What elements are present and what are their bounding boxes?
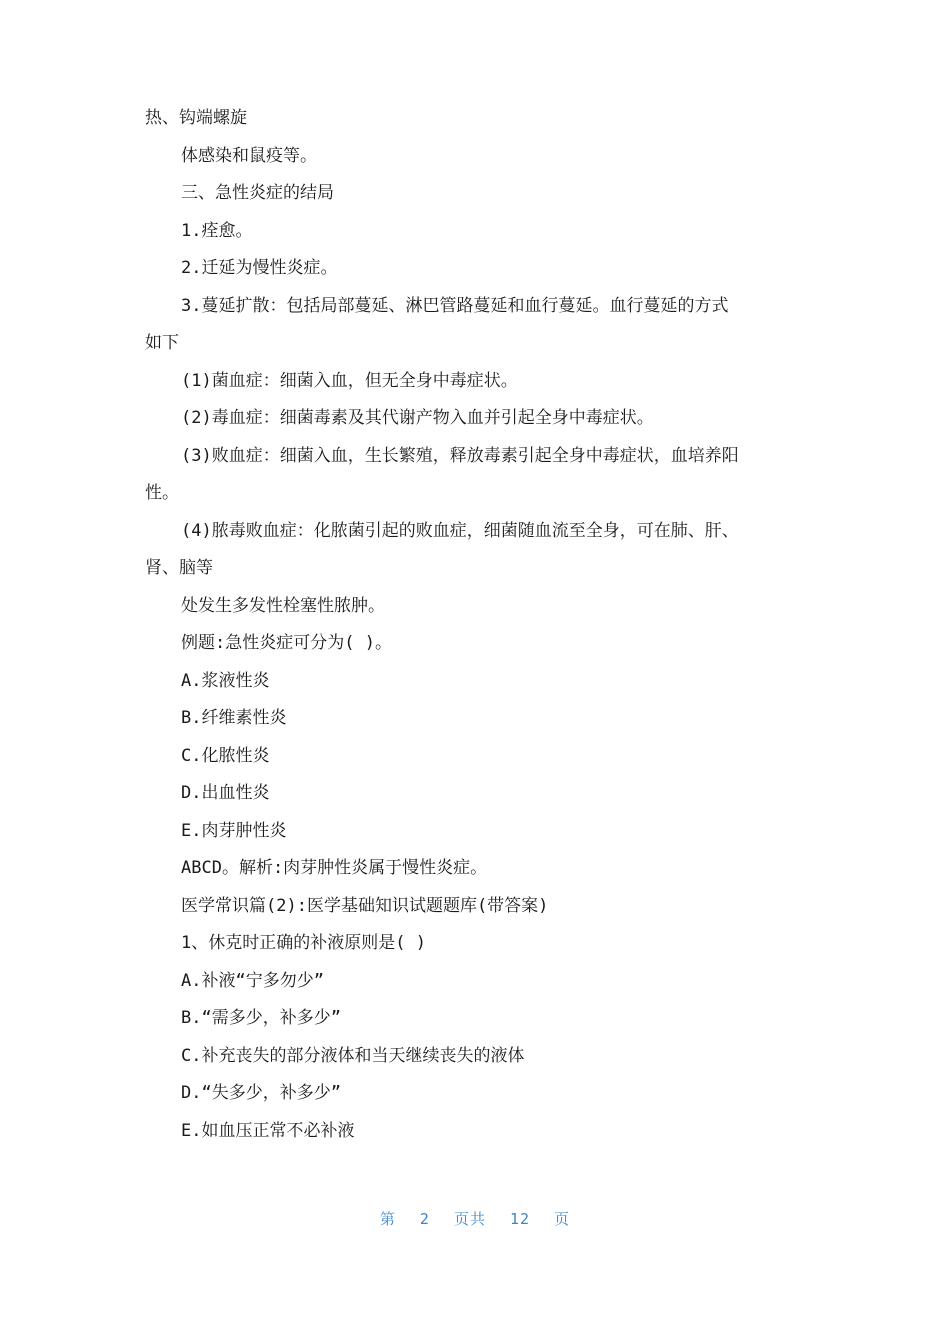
text-line: 三、急性炎症的结局 — [181, 183, 334, 203]
text-line: 处发生多发性栓塞性脓肿。 — [181, 595, 385, 616]
text-line: E.肉芽肿性炎 — [181, 820, 287, 841]
text-line: (1)菌血症：细菌入血，但无全身中毒症状。 — [181, 370, 518, 391]
footer-total-pages: 12 — [510, 1210, 531, 1228]
text-line: A.补液“宁多勿少” — [181, 970, 324, 991]
text-line: D.出血性炎 — [181, 783, 270, 803]
text-line: D.“失多少，补多少” — [181, 1083, 341, 1103]
text-line: 体感染和鼠疫等。 — [181, 145, 317, 166]
footer-middle: 页共 — [453, 1210, 486, 1228]
document-body — [145, 100, 810, 1150]
text-line: B.“需多少，补多少” — [181, 1008, 341, 1028]
footer-prefix: 第 — [379, 1210, 396, 1228]
text-line: A.浆液性炎 — [181, 670, 270, 691]
text-line: ABCD。解析:肉芽肿性炎属于慢性炎症。 — [181, 858, 488, 878]
text-line: 医学常识篇(2):医学基础知识试题题库(带答案) — [181, 895, 549, 916]
text-line: 1、休克时正确的补液原则是( ) — [181, 933, 426, 953]
text-line: (4)脓毒败血症：化脓菌引起的败血症，细菌随血流至全身，可在肺、肝、 — [181, 520, 739, 541]
text-line: 性。 — [145, 483, 179, 503]
text-line: C.补充丧失的部分液体和当天继续丧失的液体 — [181, 1045, 525, 1066]
text-line: 1.痊愈。 — [181, 220, 253, 241]
text-line: 热、钩端螺旋 — [145, 108, 247, 128]
footer-page-number: 2 — [419, 1210, 430, 1228]
text-line: E.如血压正常不必补液 — [181, 1120, 355, 1141]
text-line: 3.蔓延扩散：包括局部蔓延、淋巴管路蔓延和血行蔓延。血行蔓延的方式 — [181, 295, 729, 316]
text-line: 例题:急性炎症可分为( )。 — [181, 633, 392, 653]
text-line: C.化脓性炎 — [181, 745, 270, 766]
text-line: 2.迁延为慢性炎症。 — [181, 258, 338, 278]
text-line: (3)败血症：细菌入血，生长繁殖，释放毒素引起全身中毒症状，血培养阳 — [181, 445, 739, 466]
text-line: 如下 — [145, 333, 179, 353]
text-line: 肾、脑等 — [145, 558, 213, 578]
page-footer — [0, 1208, 950, 1229]
text-line: (2)毒血症：细菌毒素及其代谢产物入血并引起全身中毒症状。 — [181, 408, 654, 428]
footer-suffix: 页 — [554, 1210, 571, 1228]
text-line: B.纤维素性炎 — [181, 708, 287, 728]
